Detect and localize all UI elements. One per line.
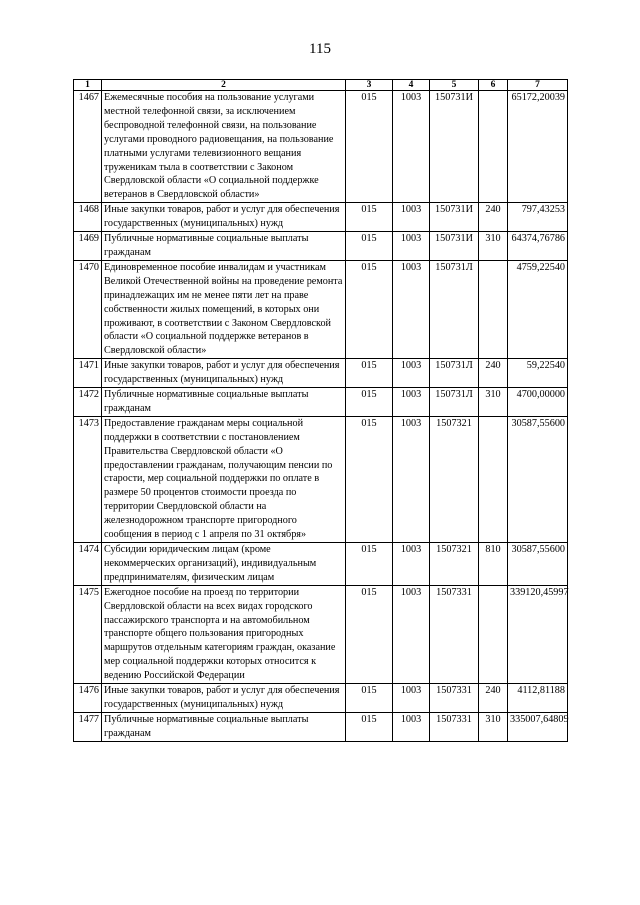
- row-section-code: 1003: [393, 91, 430, 203]
- row-expense-type: 310: [479, 712, 508, 741]
- table-row: [74, 388, 568, 417]
- row-ministry-code: 015: [346, 260, 393, 358]
- table-row: [74, 359, 568, 388]
- col-header-5: 5: [430, 80, 479, 91]
- row-section-code: 1003: [393, 359, 430, 388]
- row-section-code: 1003: [393, 684, 430, 713]
- row-description: Публичные нормативные социальные выплаты гражданам: [102, 712, 346, 741]
- row-amount: 4759,22540: [508, 260, 568, 358]
- row-description: Иные закупки товаров, работ и услуг для обеспечения государственных (муниципальных) нужд: [102, 203, 346, 232]
- row-amount: 4112,81188: [508, 684, 568, 713]
- col-header-3: 3: [346, 80, 393, 91]
- row-section-code: 1003: [393, 232, 430, 261]
- row-number: 1475: [74, 585, 102, 683]
- row-section-code: 1003: [393, 416, 430, 542]
- row-target-article: 150731И: [430, 203, 479, 232]
- row-description: Единовременное пособие инвалидам и участникам Великой Отечественной войны на проведение ремонта принадлежащих им не менее пяти лет на праве собственности жилых помещений, в которых они проживают, в соответствии с Законом Свердловской области «О социальной поддержке ветеранов в Свердловской области»: [102, 260, 346, 358]
- row-description: Публичные нормативные социальные выплаты гражданам: [102, 232, 346, 261]
- row-ministry-code: 015: [346, 543, 393, 586]
- row-number: 1468: [74, 203, 102, 232]
- row-ministry-code: 015: [346, 359, 393, 388]
- row-number: 1476: [74, 684, 102, 713]
- row-ministry-code: 015: [346, 416, 393, 542]
- row-description: Ежегодное пособие на проезд по территории Свердловской области на всех видах городского пассажирского транспорта и на автомобильном транспорте общего пользования пригородных маршрутов отдельным категориям граждан, оказание мер социальной поддержки которых относится к ведению Российской Федерации: [102, 585, 346, 683]
- row-ministry-code: 015: [346, 684, 393, 713]
- col-header-4: 4: [393, 80, 430, 91]
- col-header-1: 1: [74, 80, 102, 91]
- row-section-code: 1003: [393, 203, 430, 232]
- row-number: 1474: [74, 543, 102, 586]
- row-target-article: 1507331: [430, 712, 479, 741]
- row-section-code: 1003: [393, 712, 430, 741]
- row-number: 1470: [74, 260, 102, 358]
- row-expense-type: 240: [479, 684, 508, 713]
- row-expense-type: 310: [479, 232, 508, 261]
- row-amount: 64374,76786: [508, 232, 568, 261]
- row-description: Иные закупки товаров, работ и услуг для обеспечения государственных (муниципальных) нужд: [102, 684, 346, 713]
- col-header-7: 7: [508, 80, 568, 91]
- row-amount: 339120,45997: [508, 585, 568, 683]
- row-expense-type: 310: [479, 388, 508, 417]
- row-description: Предоставление гражданам меры социальной поддержки в соответствии с постановлением Правительства Свердловской области «О предоставлении гражданам, получающим пенсии по старости, мер социальной поддержки по оплате в размере 50 процентов стоимости проезда по территории Свердловской области на железнодорожном транспорте пригородного сообщения в период с 1 апреля по 31 октября»: [102, 416, 346, 542]
- row-ministry-code: 015: [346, 388, 393, 417]
- table-row: [74, 260, 568, 358]
- row-expense-type: 240: [479, 203, 508, 232]
- page-number: 115: [309, 41, 331, 57]
- table-row: [74, 712, 568, 741]
- row-section-code: 1003: [393, 543, 430, 586]
- row-ministry-code: 015: [346, 232, 393, 261]
- table-row: [74, 543, 568, 586]
- row-amount: 59,22540: [508, 359, 568, 388]
- row-target-article: 1507331: [430, 585, 479, 683]
- row-expense-type: 810: [479, 543, 508, 586]
- table-row: [74, 91, 568, 203]
- row-target-article: 150731И: [430, 232, 479, 261]
- row-number: 1472: [74, 388, 102, 417]
- row-target-article: 150731И: [430, 91, 479, 203]
- row-target-article: 150731Л: [430, 359, 479, 388]
- table-row: [74, 232, 568, 261]
- table-row: [74, 203, 568, 232]
- row-target-article: 150731Л: [430, 260, 479, 358]
- row-expense-type: [479, 416, 508, 542]
- row-amount: 30587,55600: [508, 543, 568, 586]
- col-header-2: 2: [102, 80, 346, 91]
- row-number: 1477: [74, 712, 102, 741]
- row-description: Иные закупки товаров, работ и услуг для обеспечения государственных (муниципальных) нужд: [102, 359, 346, 388]
- row-number: 1471: [74, 359, 102, 388]
- row-amount: 65172,20039: [508, 91, 568, 203]
- row-ministry-code: 015: [346, 712, 393, 741]
- row-section-code: 1003: [393, 585, 430, 683]
- row-amount: 335007,64809: [508, 712, 568, 741]
- row-ministry-code: 015: [346, 91, 393, 203]
- row-target-article: 1507331: [430, 684, 479, 713]
- row-target-article: 1507321: [430, 543, 479, 586]
- row-amount: 4700,00000: [508, 388, 568, 417]
- row-amount: 30587,55600: [508, 416, 568, 542]
- row-description: Публичные нормативные социальные выплаты гражданам: [102, 388, 346, 417]
- row-section-code: 1003: [393, 260, 430, 358]
- row-section-code: 1003: [393, 388, 430, 417]
- row-expense-type: 240: [479, 359, 508, 388]
- row-description: Субсидии юридическим лицам (кроме некоммерческих организаций), индивидуальным предпринимателям, физическим лицам: [102, 543, 346, 586]
- budget-table: [73, 79, 568, 742]
- row-ministry-code: 015: [346, 203, 393, 232]
- table-row: [74, 585, 568, 683]
- table-row: [74, 416, 568, 542]
- row-target-article: 1507321: [430, 416, 479, 542]
- header-row: [74, 80, 568, 91]
- row-number: 1469: [74, 232, 102, 261]
- row-target-article: 150731Л: [430, 388, 479, 417]
- row-number: 1467: [74, 91, 102, 203]
- col-header-6: 6: [479, 80, 508, 91]
- row-ministry-code: 015: [346, 585, 393, 683]
- row-description: Ежемесячные пособия на пользование услугами местной телефонной связи, за исключением беспроводной телефонной связи, на пользование услугами проводного радиовещания, на пользование платными услугами телевизионного вещания труженикам тыла в соответствии с Законом Свердловской области «О социальной поддержке ветеранов в Свердловской области»: [102, 91, 346, 203]
- table-row: [74, 684, 568, 713]
- row-expense-type: [479, 260, 508, 358]
- row-amount: 797,43253: [508, 203, 568, 232]
- row-expense-type: [479, 91, 508, 203]
- row-number: 1473: [74, 416, 102, 542]
- row-expense-type: [479, 585, 508, 683]
